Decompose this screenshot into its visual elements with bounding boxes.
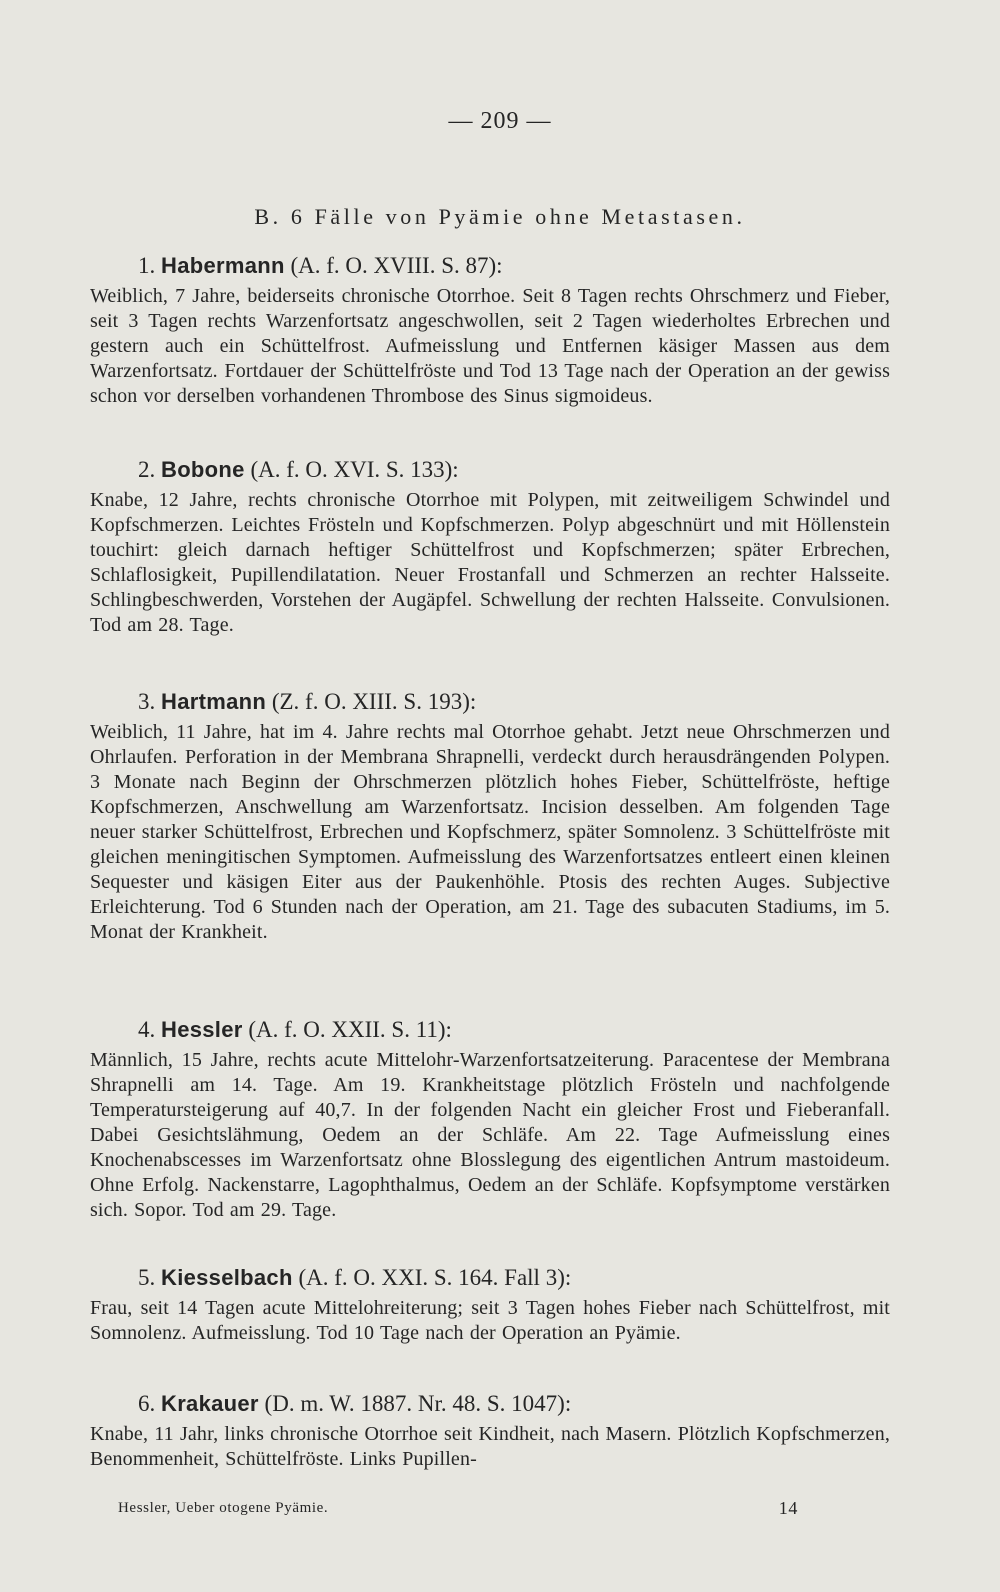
section-heading: B. 6 Fälle von Pyämie ohne Metastasen. bbox=[254, 204, 746, 229]
case-reference: (A. f. O. XXII. S. 11): bbox=[248, 1017, 452, 1042]
case-number: 1. bbox=[138, 253, 156, 278]
case-text: Frau, seit 14 Tagen acute Mittelohreiterung; seit 3 Tagen hohes Fieber nach Schüttelfrost, mit Somnolenz. Aufmeisslung. Tod 10 Tage nach der Operation an Pyämie. bbox=[90, 1297, 890, 1344]
case-entry bbox=[90, 1390, 890, 1472]
case-entry bbox=[90, 688, 890, 945]
case-author: Hartmann bbox=[161, 689, 267, 714]
case-number: 5. bbox=[138, 1265, 156, 1290]
case-reference: (D. m. W. 1887. Nr. 48. S. 1047): bbox=[264, 1391, 572, 1416]
case-author: Bobone bbox=[161, 457, 245, 482]
case-reference: (A. f. O. XVI. S. 133): bbox=[250, 457, 459, 482]
case-heading bbox=[138, 1390, 890, 1422]
case-author: Kiesselbach bbox=[161, 1265, 293, 1290]
case-number: 3. bbox=[138, 689, 156, 714]
signature-mark: 14 bbox=[778, 1498, 798, 1518]
case-author: Habermann bbox=[161, 253, 285, 278]
case-text: Knabe, 11 Jahr, links chronische Otorrhoe seit Kindheit, nach Masern. Plötzlich Kopfschmerzen, Benommenheit, Schüttelfröste. Links Pupillen- bbox=[90, 1423, 891, 1470]
case-number: 2. bbox=[138, 457, 156, 482]
case-reference: (A. f. O. XVIII. S. 87): bbox=[290, 253, 503, 278]
case-number: 6. bbox=[138, 1391, 156, 1416]
case-text: Männlich, 15 Jahre, rechts acute Mittelohr-Warzenfortsatzeiterung. Paracentese der Membrana Shrapnelli am 14. Tage. Am 19. Krankheitstage plötzlich Frösteln und nachfolgende Temperatursteigerung auf 40,7. In der folgenden Nacht ein gleicher Frost und Fieberanfall. Dabei Gesichtslähmung, Oedem an der Schläfe. Am 22. Tage Aufmeisslung eines Knochenabscesses im Warzenfortsatz ohne Blosslegung des eigentlichen Antrum mastoideum. Ohne Erfolg. Nackenstarre, Lagophthalmus, Oedem an der Schläfe. Kopfsymptome verstärken sich. Sopor. Tod am 29. Tage. bbox=[90, 1049, 890, 1221]
case-entry bbox=[90, 1016, 890, 1223]
case-entry bbox=[90, 1264, 890, 1346]
case-reference: (A. f. O. XXI. S. 164. Fall 3): bbox=[298, 1265, 572, 1290]
footer-running-title: Hessler, Ueber otogene Pyämie. bbox=[118, 1500, 329, 1516]
case-author: Krakauer bbox=[161, 1391, 259, 1416]
case-entry bbox=[90, 252, 890, 409]
case-number: 4. bbox=[138, 1017, 156, 1042]
case-heading bbox=[138, 456, 890, 488]
page-number: — 209 — bbox=[448, 108, 552, 134]
case-text: Weiblich, 11 Jahre, hat im 4. Jahre rechts mal Otorrhoe gehabt. Jetzt neue Ohrschmerzen und Ohrlaufen. Perforation in der Membrana Shrapnelli, verdeckt durch herausdrängenden Polypen. 3 Monate nach Beginn der Ohrschmerzen plötzlich hohes Fieber, Schüttelfröste, heftige Kopfschmerzen, Anschwellung am Warzenfortsatz. Incision desselben. Am folgenden Tage neuer starker Schüttelfrost, Erbrechen und Kopfschmerz, später Somnolenz. 3 Schüttelfröste mit gleichen meningitischen Symptomen. Aufmeisslung des Warzenfortsatzes entleert einen kleinen Sequester und käsigen Eiter aus der Paukenhöhle. Ptosis des rechten Auges. Subjective Erleichterung. Tod 6 Stunden nach der Operation, am 21. Tage des subacuten Stadiums, im 5. Monat der Krankheit. bbox=[90, 721, 890, 943]
case-heading bbox=[138, 252, 890, 284]
case-heading bbox=[138, 1016, 890, 1048]
case-author: Hessler bbox=[161, 1017, 243, 1042]
case-entry bbox=[90, 456, 890, 638]
page-footer bbox=[118, 1500, 798, 1517]
case-heading bbox=[138, 688, 890, 720]
case-text: Weiblich, 7 Jahre, beiderseits chronische Otorrhoe. Seit 8 Tagen rechts Ohrschmerz und Fieber, seit 3 Tagen rechts Warzenfortsatz angeschwollen, seit 2 Tagen wiederholtes Erbrechen und gestern auch ein Schüttelfrost. Aufmeisslung und Entfernen käsiger Massen aus dem Warzenfortsatz. Fortdauer der Schüttelfröste und Tod 13 Tage nach der Operation an der gewiss schon vor derselben vorhandenen Thrombose des Sinus sigmoideus. bbox=[90, 285, 890, 407]
case-text: Knabe, 12 Jahre, rechts chronische Otorrhoe mit Polypen, mit zeitweiligem Schwindel und Kopfschmerzen. Leichtes Frösteln und Kopfschmerzen. Polyp abgeschnürt und mit Höllenstein touchirt: gleich darnach heftiger Schüttelfrost und Kopfschmerzen; später Erbrechen, Schlaflosigkeit, Pupillendilatation. Neuer Frostanfall und Schmerzen an rechter Halsseite. Schlingbeschwerden, Vorstehen der Augäpfel. Schwellung der rechten Halsseite. Convulsionen. Tod am 28. Tage. bbox=[90, 489, 890, 636]
case-reference: (Z. f. O. XIII. S. 193): bbox=[271, 689, 477, 714]
case-heading bbox=[138, 1264, 890, 1296]
